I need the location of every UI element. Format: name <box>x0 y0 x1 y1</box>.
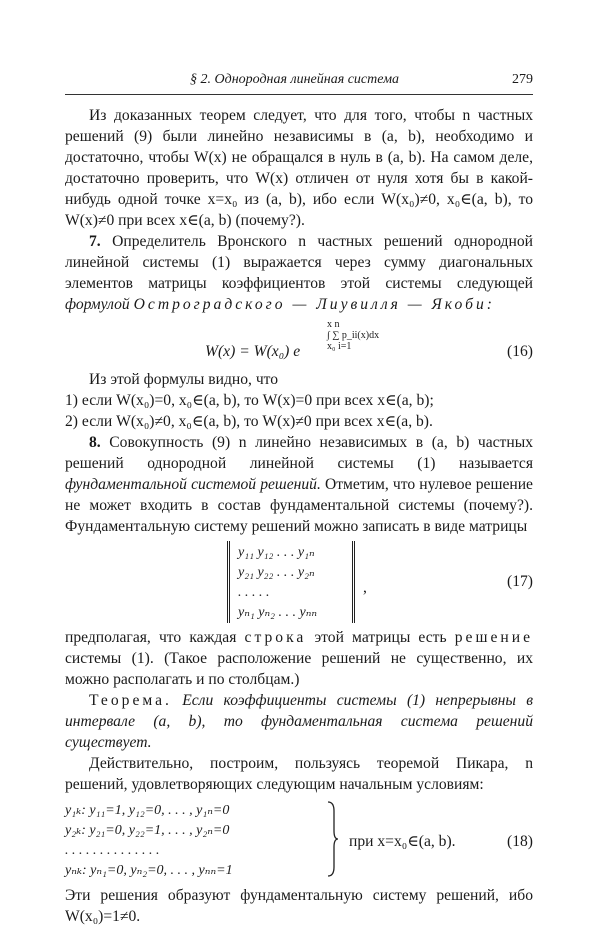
paragraph-8-text-a: Совокупность (9) n линейно независимых в (a, b) частных решений однородной линейной системы (1) называется <box>65 434 533 472</box>
matrix-brackets <box>227 541 355 623</box>
formula-16-exponent <box>327 319 379 352</box>
page-body <box>65 105 533 927</box>
formula-16 <box>65 319 533 369</box>
item-number-7: 7. <box>89 233 101 250</box>
matrix-row-n: yₙ₁ yₙ₂ . . . yₙₙ <box>238 605 318 620</box>
condition-row-2: y₂ₖ: y₂₁=0, y₂₂=1, . . . , y₂ₙ=0 <box>65 823 230 838</box>
right-brace-icon <box>327 801 339 877</box>
matrix-row-dots: . . . . . <box>238 585 270 600</box>
theorem-label: Теорема. <box>89 692 172 709</box>
theorem <box>65 690 533 753</box>
condition-row-1: y₁ₖ: y₁₁=1, y₁₂=0, . . . , y₁ₙ=0 <box>65 803 230 818</box>
equation-number-16: (16) <box>507 343 533 360</box>
matrix-row-2: y₂₁ y₂₂ . . . y₂ₙ <box>238 565 315 580</box>
paragraph-6: Действительно, построим, пользуясь теоремой Пикара, n решений, удовлетворяющих следующим начальным условиям: <box>65 755 533 793</box>
paragraph-1: Из доказанных теорем следует, что для того, чтобы n частных решений (9) были линейно независимы в (a, b), необходимо и достаточно, чтобы W(x) не обращался в нуль в (a, b). На самом деле, достаточно проверить, что W(x) отличен от нуля хотя бы в какой-нибудь одной точке x=x₀ из (a, b), ибо если W(x₀)≠0, x₀∈(a, b), то W(x)≠0 при всех x∈(a, b) (почему?). <box>65 107 533 229</box>
paragraph-5-text-c: системы (1). (Такое расположение решений не существенно, их можно располагать и по столбцам.) <box>65 650 533 688</box>
paragraph-final: Эти решения образуют фундаментальную систему решений, ибо W(x₀)=1≠0. <box>65 887 533 925</box>
condition-row-n: yₙₖ: yₙ₁=0, yₙ₂=0, . . . , yₙₙ=1 <box>65 863 233 878</box>
condition-text: при x=x₀∈(a, b). <box>349 833 456 850</box>
system-18 <box>65 801 533 881</box>
list-item-2: 2) если W(x₀)≠0, x₀∈(a, b), то W(x)≠0 при всех x∈(a, b). <box>65 413 433 430</box>
formula-16-lhs: W(x) = W(x₀) e <box>205 343 301 360</box>
paragraph-7-end: формулой <box>65 296 130 313</box>
equation-number-18: (18) <box>507 833 533 850</box>
paragraph-5-text-a: предполагая, что каждая <box>65 629 237 646</box>
running-header <box>65 72 533 95</box>
book-page <box>65 72 533 927</box>
matrix-row-1: y₁₁ y₁₂ . . . y₁ₙ <box>238 545 315 560</box>
section-title: § 2. Однородная линейная система <box>190 72 400 87</box>
spaced-word-solution: решение <box>454 629 534 646</box>
page-number: 279 <box>512 72 533 87</box>
initial-conditions <box>65 801 233 881</box>
exponent-top: x n <box>327 319 340 330</box>
paragraph-8 <box>65 432 533 537</box>
matrix-17 <box>65 541 533 623</box>
theorem-statement: Если коэффициенты системы (1) непрерывны в интервале (a, b), то фундаментальная система решений существует. <box>65 692 533 751</box>
paragraph-5 <box>65 627 533 690</box>
exponent-mid: ∫ ∑ p_ii(x)dx <box>327 330 380 341</box>
list-item-1: 1) если W(x₀)=0, x₀∈(a, b), то W(x)=0 при всех x∈(a, b); <box>65 392 434 409</box>
paragraph-7 <box>65 231 533 315</box>
paragraph-3: Из этой формулы видно, что <box>89 371 279 388</box>
spaced-word-row: строка <box>244 629 307 646</box>
paragraph-8-text-b: Отметим, что нулевое решение не может входить в состав фундаментальной системы (почему?). Фундаментальную систему решений можно записать в виде матрицы <box>65 476 533 535</box>
matrix-comma: , <box>363 579 367 596</box>
equation-number-17: (17) <box>507 573 533 590</box>
term-fundamental-system: фундаментальной системой решений. <box>65 476 321 493</box>
exponent-bot: x₀ i=1 <box>327 341 352 352</box>
condition-row-dots: . . . . . . . . . . . . . . <box>65 843 160 858</box>
item-number-8: 8. <box>89 434 101 451</box>
author-names: Остроградского — Лиувилля — Якоби: <box>133 296 495 313</box>
paragraph-7-text: Определитель Вронского n частных решений однородной линейной системы (1) выражается через сумму диагональных элементов матрицы коэффициентов этой системы следующей <box>65 233 533 292</box>
paragraph-5-text-b: этой матрицы есть <box>314 629 447 646</box>
